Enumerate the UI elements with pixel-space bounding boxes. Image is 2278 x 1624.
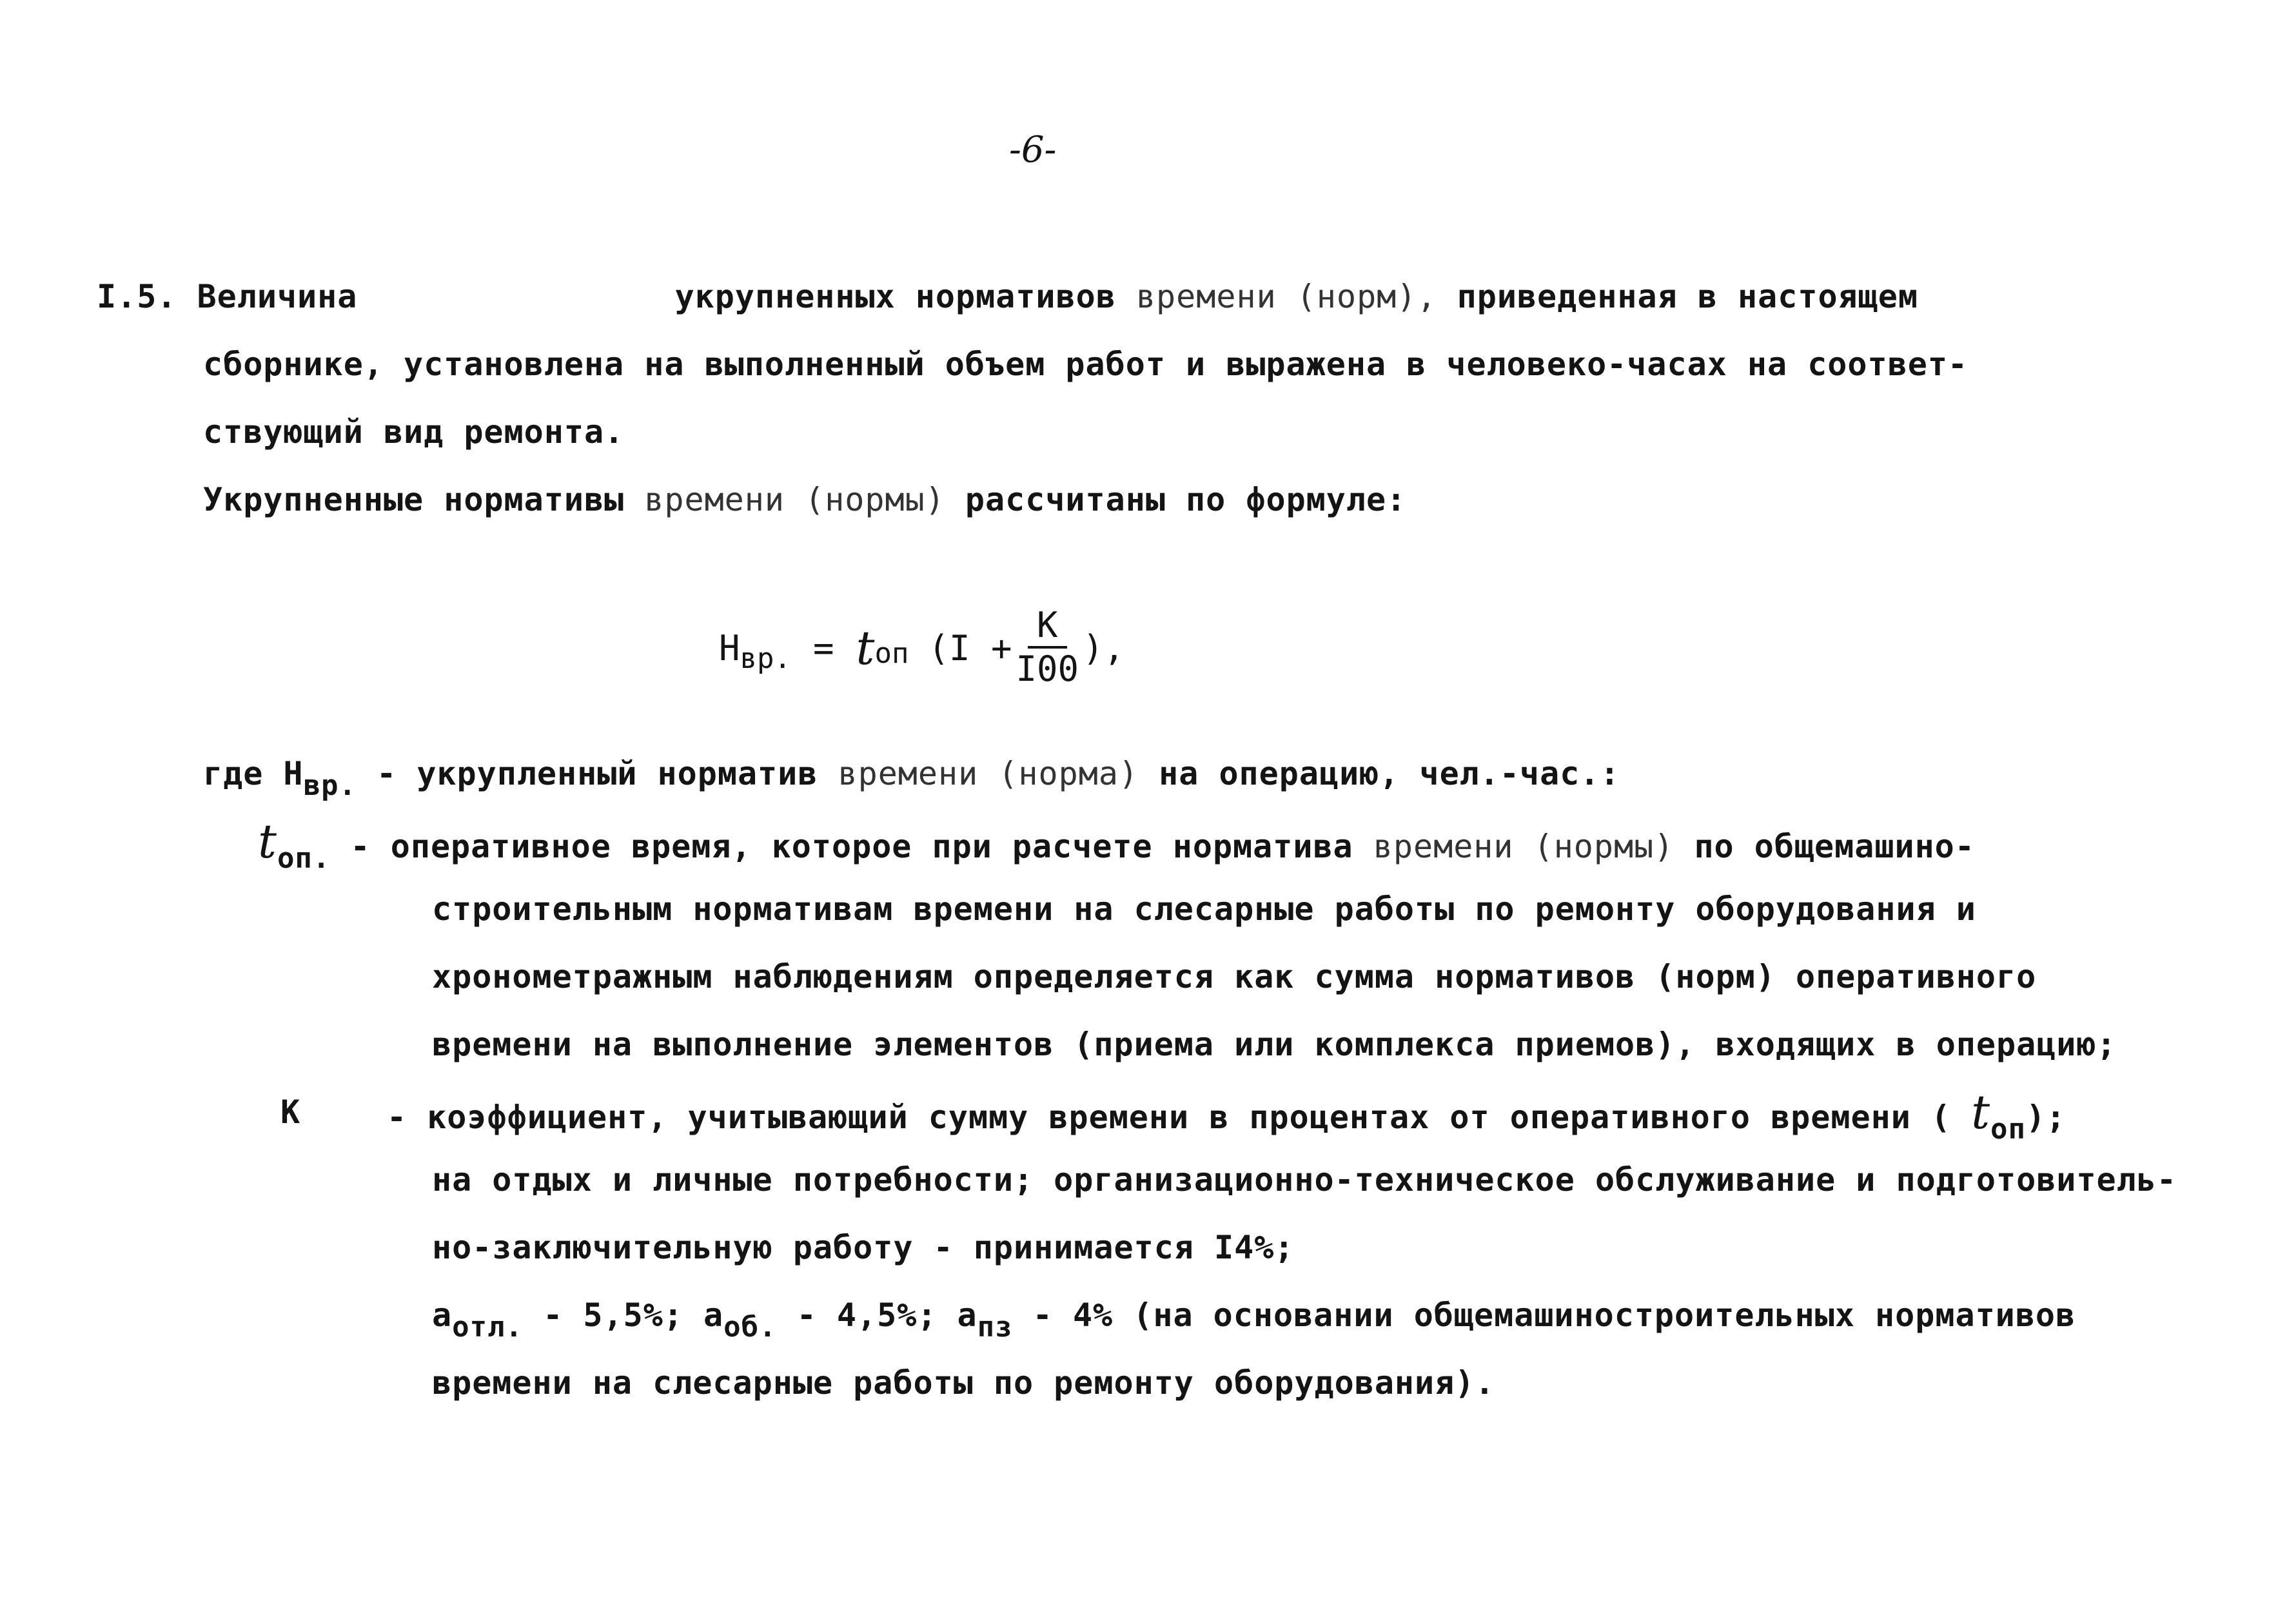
def-t-symbol: t bbox=[258, 814, 277, 868]
def-t-text: времени (нормы) bbox=[1373, 828, 1674, 865]
section-line-2: сборнике, установлена на выполненный объем работ и выражена в человеко-часах на соответ- bbox=[203, 346, 1969, 383]
formula-intro-fragment: Укрупненные нормативы bbox=[203, 481, 625, 518]
def-h bbox=[203, 754, 1620, 802]
def-a-ob-subscript: об. bbox=[723, 1311, 777, 1344]
formula-denominator: I00 bbox=[1016, 649, 1079, 689]
section-fragment: времени (норм), bbox=[1135, 278, 1437, 315]
def-h-label: где Н bbox=[203, 755, 304, 792]
def-k-t-symbol: t bbox=[1971, 1085, 1991, 1139]
def-t-line-1 bbox=[258, 814, 1975, 875]
def-a-ob-value: - 4,5%; bbox=[796, 1296, 938, 1334]
def-h-text: времени (норма) bbox=[838, 755, 1139, 792]
def-a-ob: а bbox=[703, 1296, 724, 1334]
def-a-otl-subscript: отл. bbox=[452, 1311, 524, 1344]
def-a-pz-value: - 4% (на основании общемашиностроительных нормативов bbox=[1032, 1296, 2076, 1334]
def-a-otl-value: - 5,5%; bbox=[543, 1296, 683, 1334]
section-number: I.5. bbox=[97, 278, 177, 315]
formula-t-symbol: t bbox=[856, 621, 875, 675]
section-fragment: приведенная в настоящем bbox=[1457, 278, 1918, 315]
def-t-line-4: времени на выполнение элементов (приема или комплекса приемов), входящих в операцию; bbox=[432, 1026, 2117, 1063]
def-k-text: - коэффициент, учитывающий сумму времени в процентах от оперативного времени ( bbox=[387, 1099, 1951, 1136]
def-a-line bbox=[432, 1296, 2076, 1344]
def-last-line: времени на слесарные работы по ремонту оборудования). bbox=[432, 1364, 1495, 1402]
section-line-1 bbox=[97, 277, 1918, 316]
formula-close: ), bbox=[1083, 627, 1125, 669]
def-h-subscript: вр. bbox=[303, 769, 357, 802]
def-k-line-3: но-заключительную работу - принимается I4%; bbox=[432, 1229, 1295, 1266]
formula-intro-fragment: рассчитаны по формуле: bbox=[965, 481, 1407, 518]
def-k-symbol: К bbox=[280, 1093, 301, 1131]
def-a-otl: а bbox=[432, 1296, 453, 1334]
formula-intro-fragment: времени (нормы) bbox=[644, 481, 945, 518]
def-k-line-2: на отдых и личные потребности; организационно-техническое обслуживание и подготовитель- bbox=[432, 1161, 2177, 1198]
def-t-text: по общемашино- bbox=[1694, 828, 1975, 865]
def-t-line-2: строительным нормативам времени на слесарные работы по ремонту оборудования и bbox=[432, 890, 1976, 928]
formula-open: (I + bbox=[928, 627, 1012, 669]
def-h-text: на операцию, чел.-час.: bbox=[1159, 755, 1620, 792]
def-t-subscript: оп. bbox=[277, 842, 331, 875]
def-a-pz: а bbox=[957, 1296, 977, 1334]
def-k-text: ); bbox=[2026, 1099, 2067, 1136]
formula-t-subscript: оп bbox=[874, 636, 909, 670]
def-t-text: - оперативное время, которое при расчете норматива bbox=[350, 828, 1353, 865]
section-line-3: ствующий вид ремонта. bbox=[203, 413, 625, 451]
def-k-t-subscript: оп bbox=[1990, 1113, 2027, 1146]
def-k-line-1 bbox=[387, 1085, 2067, 1146]
formula-fraction bbox=[1016, 606, 1079, 690]
def-a-pz-subscript: пз bbox=[977, 1311, 1013, 1344]
formula-intro bbox=[203, 480, 1406, 519]
formula-equals: = bbox=[813, 627, 834, 669]
def-h-text: - укрупленный норматив bbox=[377, 755, 818, 792]
page-number: -6- bbox=[1009, 129, 1057, 171]
def-t-line-3: хронометражным наблюдениям определяется как сумма нормативов (норм) оперативного bbox=[432, 958, 2037, 995]
formula-lhs: Н bbox=[719, 627, 740, 669]
section-word: Величина bbox=[197, 278, 358, 315]
formula bbox=[719, 600, 1124, 696]
section-fragment: укрупненных нормативов bbox=[674, 278, 1116, 315]
formula-lhs-subscript: вр. bbox=[740, 641, 791, 675]
formula-numerator: К bbox=[1028, 606, 1067, 649]
